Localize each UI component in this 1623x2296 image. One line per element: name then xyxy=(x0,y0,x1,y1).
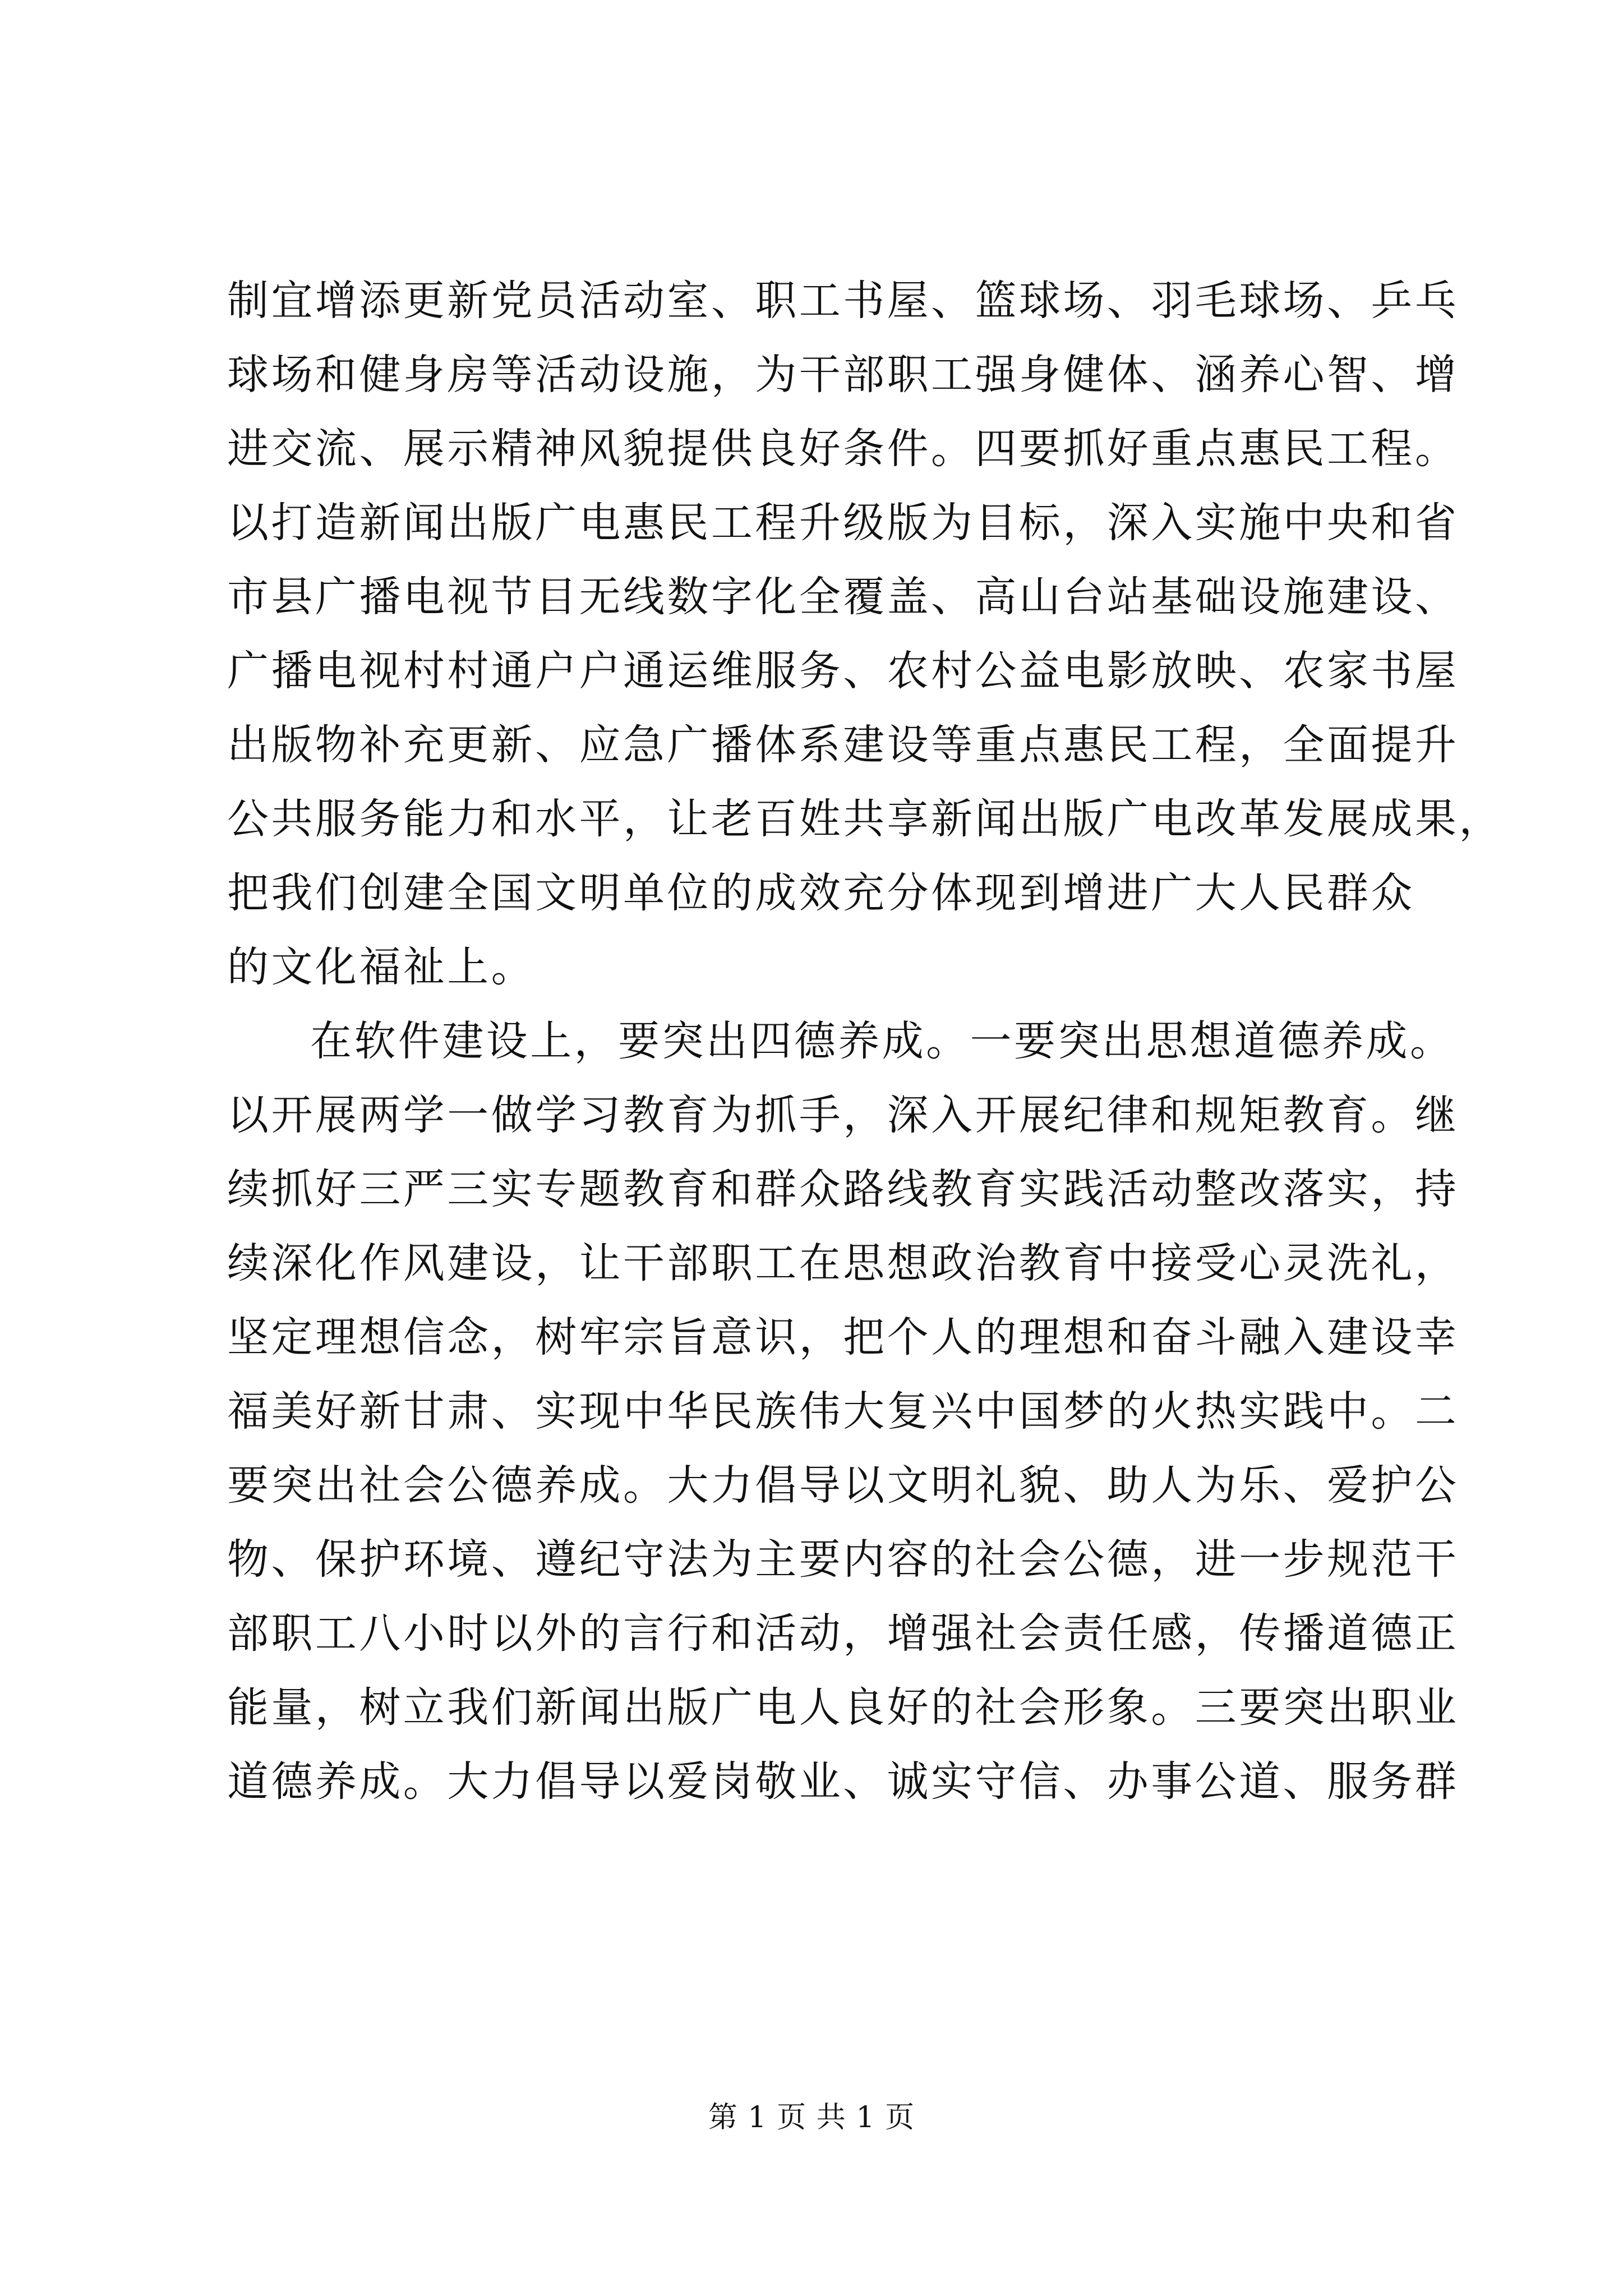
text-line: 部职工八小时以外的言行和活动，增强社会责任感，传播道德正 xyxy=(227,1609,1459,1658)
text-line: 续深化作风建设，让干部职工在思想政治教育中接受心灵洗礼， xyxy=(227,1239,1459,1287)
text-line: 要突出社会公德养成。大力倡导以文明礼貌、助人为乐、爱护公 xyxy=(227,1461,1459,1510)
text-line: 广播电视村村通户户通运维服务、农村公益电影放映、农家书屋 xyxy=(227,647,1459,695)
text-line: 把我们创建全国文明单位的成效充分体现到增进广大人民群众 xyxy=(227,869,1415,917)
text-line: 市县广播电视节目无线数字化全覆盖、高山台站基础设施建设、 xyxy=(227,573,1459,621)
text-line: 坚定理想信念，树牢宗旨意识，把个人的理想和奋斗融入建设幸 xyxy=(227,1313,1459,1361)
text-line: 福美好新甘肃、实现中华民族伟大复兴中国梦的火热实践中。二 xyxy=(227,1387,1459,1435)
text-line: 能量，树立我们新闻出版广电人良好的社会形象。三要突出职业 xyxy=(227,1683,1459,1732)
text-line: 物、保护环境、遵纪守法为主要内容的社会公德，进一步规范干 xyxy=(227,1535,1459,1584)
text-line: 进交流、展示精神风貌提供良好条件。四要抓好重点惠民工程。 xyxy=(227,425,1459,473)
paragraph-start-line: 在软件建设上，要突出四德养成。一要突出思想道德养成。 xyxy=(310,1017,1454,1065)
text-line: 道德养成。大力倡导以爱岗敬业、诚实守信、办事公道、服务群 xyxy=(227,1757,1459,1806)
text-line: 制宜增添更新党员活动室、职工书屋、篮球场、羽毛球场、乒乓 xyxy=(227,277,1459,325)
text-line: 出版物补充更新、应急广播体系建设等重点惠民工程，全面提升 xyxy=(227,721,1459,769)
text-line: 续抓好三严三实专题教育和群众路线教育实践活动整改落实，持 xyxy=(227,1165,1459,1213)
text-line: 以打造新闻出版广电惠民工程升级版为目标，深入实施中央和省 xyxy=(227,499,1459,547)
text-line: 球场和健身房等活动设施，为干部职工强身健体、涵养心智、增 xyxy=(227,351,1459,399)
text-line: 公共服务能力和水平，让老百姓共享新闻出版广电改革发展成果， xyxy=(227,795,1503,843)
page-number-footer: 第 1 页 共 1 页 xyxy=(708,2101,915,2134)
text-line: 以开展两学一做学习教育为抓手，深入开展纪律和规矩教育。继 xyxy=(227,1091,1459,1139)
text-line: 的文化福祉上。 xyxy=(227,943,536,991)
document-body xyxy=(227,264,1503,1819)
